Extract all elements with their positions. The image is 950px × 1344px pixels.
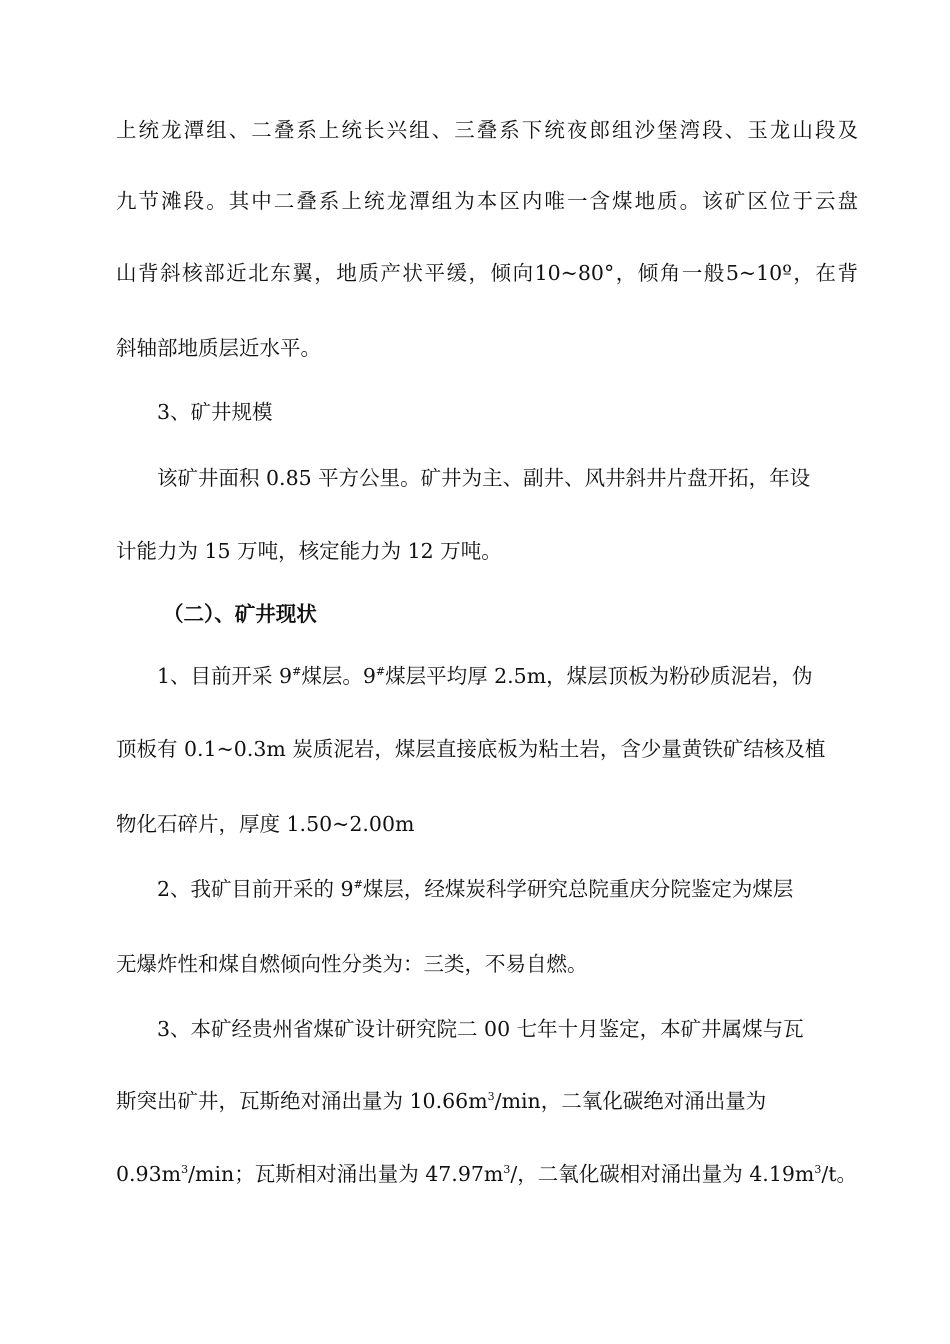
paragraph-line [116,257,858,289]
glyph: 湾 [679,118,701,142]
glyph: 一 [681,261,703,285]
glyph: 为 [454,189,475,213]
glyph: 二 [251,118,272,142]
glyph: 叠 [296,189,317,213]
glyph: 背 [138,261,159,285]
glyph: 段 [814,118,836,142]
glyph: 山 [792,118,813,142]
glyph: 近 [226,261,247,285]
text-line [116,114,858,146]
text-line: 计能力为 15 万吨，核定能力为 12 万吨。 [116,539,502,563]
superscript: 3 [181,1163,189,1176]
glyph: 上 [341,189,362,213]
superscript: # [353,878,363,891]
item3-line2 [116,1085,858,1117]
text-line: 无爆炸性和煤自燃倾向性分类为：三类，不易自燃。 [116,952,588,976]
glyph: 矿 [724,189,746,213]
glyph: 含 [589,189,610,213]
glyph: 统 [544,118,565,142]
glyph: 二 [273,189,295,213]
text-line: 顶板有 0.1~0.3m 炭质泥岩，煤层直接底板为粘土岩，含少量黄铁矿结核及植 [116,737,826,761]
text-line [116,257,858,289]
glyph: 部 [204,261,225,285]
text-segment: /t。 [821,1162,858,1186]
glyph: 内 [521,189,543,213]
glyph: 三 [454,118,475,142]
glyph: 东 [270,261,291,285]
glyph: 组 [612,118,633,142]
glyph: 向 [512,261,534,285]
glyph: 中 [251,189,272,213]
item3-line1 [157,1013,858,1045]
glyph: 组 [431,189,453,213]
text-line: 物化石碎片，厚度 1.50~2.00m [116,812,415,836]
glyph: 。 [206,189,227,213]
text-segment: 煤层平均厚 2.5m，煤层顶板为粉砂质泥岩，伪 [385,664,813,688]
glyph: 统 [138,118,160,142]
glyph: 缓 [446,261,467,285]
glyph: 玉 [747,118,768,142]
glyph: ， [314,261,335,285]
glyph: 倾 [637,261,659,285]
paragraph-line [116,535,858,567]
item1-line3 [116,808,858,840]
glyph: 下 [521,118,543,142]
glyph: 系 [318,189,340,213]
glyph: 系 [296,118,317,142]
glyph: 倾 [490,261,512,285]
glyph: 北 [248,261,269,285]
glyph: 节 [138,189,160,213]
paragraph-line [157,462,858,494]
glyph: 龙 [161,118,182,142]
glyph: 状 [402,261,423,285]
glyph: 潭 [409,189,430,213]
text-segment: 煤层。9 [301,664,376,688]
text-segment: 0.93m [116,1162,182,1186]
glyph: 段 [702,118,723,142]
item1-line1 [157,660,858,692]
section-heading-mine-scale [157,396,858,428]
glyph: ， [793,261,814,285]
glyph: 平 [424,261,445,285]
item2-line1 [157,873,858,905]
glyph: ， [615,261,637,285]
superscript: 3 [503,1163,511,1176]
glyph: 盘 [837,189,858,213]
text-segment: /min，二氧化碳绝对涌出量为 [494,1089,767,1113]
glyph: 翼 [292,261,313,285]
superscript: 3 [814,1163,822,1176]
heading-text: 3、矿井规模 [157,400,273,424]
paragraph-line [116,185,858,217]
glyph: 其 [228,189,250,213]
glyph: 沙 [634,118,656,142]
glyph: 龙 [769,118,791,142]
glyph: 堡 [657,118,678,142]
glyph: 斜 [160,261,181,285]
item2-line2 [116,948,858,980]
glyph: 核 [182,261,203,285]
glyph: 地 [634,189,656,213]
text-line: 斜轴部地质层近水平。 [116,336,321,360]
glyph: 段 [183,189,205,213]
glyph: 该 [702,189,723,213]
glyph: 产 [380,261,401,285]
text-segment: 斯突出矿井，瓦斯绝对涌出量为 10.66m [116,1089,488,1113]
glyph: 上 [318,118,340,142]
glyph: 唯 [544,189,565,213]
glyph: 组 [206,118,227,142]
glyph: 。 [679,189,701,213]
glyph: 龙 [386,189,408,213]
glyph: 统 [341,118,362,142]
glyph: 地 [336,261,357,285]
glyph: ， [468,261,489,285]
section-heading-mine-status [163,598,905,630]
glyph: 、 [724,118,746,142]
glyph: 于 [792,189,813,213]
glyph: 一 [566,189,588,213]
glyph: 质 [657,189,678,213]
glyph: 在 [815,261,836,285]
glyph: 区 [499,189,520,213]
glyph: 般 [703,261,725,285]
text-segment: 煤层，经煤炭科学研究总院重庆分院鉴定为煤层 [362,877,794,901]
glyph: 统 [364,189,385,213]
glyph: 系 [499,118,520,142]
glyph: 及 [837,118,858,142]
item3-line3 [116,1158,858,1190]
text-line: 3、本矿经贵州省煤矿设计研究院二 00 七年十月鉴定，本矿井属煤与瓦 [157,1017,804,1041]
glyph: 质 [358,261,379,285]
glyph: 云 [814,189,836,213]
text-line: 该矿井面积 0.85 平方公里。矿井为主、副井、风井斜井片盘开拓，年设 [157,466,811,490]
glyph: 本 [476,189,498,213]
glyph: 上 [116,118,137,142]
glyph: 背 [837,261,858,285]
glyph: 、 [431,118,453,142]
glyph: 煤 [612,189,633,213]
glyph: 滩 [161,189,182,213]
glyph: 潭 [183,118,205,142]
superscript: 3 [487,1090,495,1103]
glyph: 叠 [273,118,295,142]
text-segment: /min；瓦斯相对涌出量为 47.97m [188,1162,504,1186]
glyph: 位 [769,189,791,213]
glyph: 夜 [566,118,588,142]
glyph: 长 [364,118,385,142]
paragraph-line [116,114,858,146]
item1-line2 [116,733,858,765]
paragraph-line [116,332,858,364]
text-segment: 1、目前开采 9 [157,664,293,688]
glyph: 郎 [589,118,610,142]
text-segment: /，二氧化碳相对涌出量为 4.19m [510,1162,815,1186]
glyph: 10~80° [534,261,615,285]
glyph: 角 [659,261,681,285]
glyph: 、 [228,118,250,142]
glyph: 山 [116,261,137,285]
glyph: 5~10º [725,261,792,285]
text-line [116,185,858,217]
glyph: 兴 [386,118,408,142]
glyph: 九 [116,189,137,213]
glyph: 组 [409,118,430,142]
heading-text: （二）、矿井现状 [163,602,317,626]
superscript: # [292,665,302,678]
glyph: 叠 [476,118,498,142]
superscript: # [375,665,386,678]
text-segment: 2、我矿目前开采的 9 [157,877,354,901]
glyph: 区 [747,189,768,213]
